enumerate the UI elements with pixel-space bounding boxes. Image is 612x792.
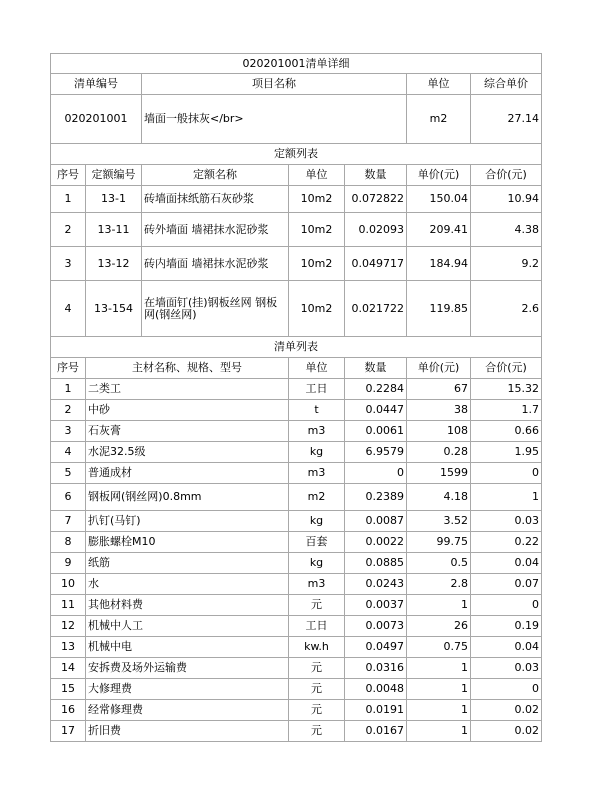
quota-header-total: 合价(元) (471, 165, 542, 186)
material-qty: 0.0243 (345, 574, 407, 595)
quota-unit: 10m2 (289, 281, 345, 337)
material-row (51, 484, 542, 511)
material-row (51, 679, 542, 700)
material-row (51, 400, 542, 421)
material-name: 中砂 (86, 400, 289, 421)
material-unit: kw.h (289, 637, 345, 658)
material-unit: 百套 (289, 532, 345, 553)
material-price: 1599 (407, 463, 471, 484)
material-row (51, 553, 542, 574)
material-name: 普通成材 (86, 463, 289, 484)
quota-unit: 10m2 (289, 247, 345, 281)
material-qty: 0.0037 (345, 595, 407, 616)
quota-name: 在墙面钉(挂)钢板丝网 钢板网(钢丝网) (142, 281, 289, 337)
material-name: 石灰膏 (86, 421, 289, 442)
quota-code: 13-12 (86, 247, 142, 281)
material-qty: 0.0497 (345, 637, 407, 658)
material-name: 扒钉(马钉) (86, 511, 289, 532)
quota-price: 150.04 (407, 186, 471, 213)
list-header-unit: 单位 (407, 74, 471, 95)
material-no: 16 (51, 700, 86, 721)
material-qty: 0 (345, 463, 407, 484)
material-qty: 0.2389 (345, 484, 407, 511)
material-unit: 元 (289, 658, 345, 679)
quota-code: 13-1 (86, 186, 142, 213)
material-price: 26 (407, 616, 471, 637)
material-header-unit: 单位 (289, 358, 345, 379)
material-no: 8 (51, 532, 86, 553)
material-qty: 6.9579 (345, 442, 407, 463)
material-total: 0.19 (471, 616, 542, 637)
material-price: 2.8 (407, 574, 471, 595)
quota-qty: 0.049717 (345, 247, 407, 281)
material-no: 11 (51, 595, 86, 616)
material-unit: m2 (289, 484, 345, 511)
material-qty: 0.0167 (345, 721, 407, 742)
material-name: 大修理费 (86, 679, 289, 700)
material-total: 0.02 (471, 700, 542, 721)
quota-no: 3 (51, 247, 86, 281)
list-header-name: 项目名称 (142, 74, 407, 95)
quota-name: 砖内墙面 墙裙抹水泥砂浆 (142, 247, 289, 281)
quota-price: 209.41 (407, 213, 471, 247)
quota-name: 砖墙面抹纸筋石灰砂浆 (142, 186, 289, 213)
material-name: 机械中电 (86, 637, 289, 658)
material-price: 1 (407, 595, 471, 616)
material-unit: kg (289, 442, 345, 463)
quota-header-code: 定额编号 (86, 165, 142, 186)
quota-row (51, 186, 542, 213)
material-total: 0 (471, 595, 542, 616)
list-header-code: 清单编号 (51, 74, 142, 95)
material-total: 0.03 (471, 658, 542, 679)
material-name: 二类工 (86, 379, 289, 400)
material-row (51, 379, 542, 400)
quota-row (51, 281, 542, 337)
quota-row (51, 213, 542, 247)
quota-total: 9.2 (471, 247, 542, 281)
material-price: 4.18 (407, 484, 471, 511)
material-row (51, 658, 542, 679)
material-header-qty: 数量 (345, 358, 407, 379)
material-section-title: 清单列表 (51, 337, 542, 358)
material-no: 17 (51, 721, 86, 742)
material-no: 5 (51, 463, 86, 484)
quota-total: 4.38 (471, 213, 542, 247)
material-name: 水 (86, 574, 289, 595)
material-total: 15.32 (471, 379, 542, 400)
material-unit: 工日 (289, 616, 345, 637)
table-title: 020201001清单详细 (51, 54, 542, 74)
material-price: 67 (407, 379, 471, 400)
material-no: 14 (51, 658, 86, 679)
material-unit: t (289, 400, 345, 421)
quota-qty: 0.02093 (345, 213, 407, 247)
quota-header-unit: 单位 (289, 165, 345, 186)
material-total: 0.04 (471, 637, 542, 658)
material-row (51, 463, 542, 484)
material-price: 99.75 (407, 532, 471, 553)
material-no: 3 (51, 421, 86, 442)
list-header-price: 综合单价 (471, 74, 542, 95)
quota-price: 184.94 (407, 247, 471, 281)
material-name: 机械中人工 (86, 616, 289, 637)
material-header-name: 主材名称、规格、型号 (86, 358, 289, 379)
quota-no: 4 (51, 281, 86, 337)
material-unit: 元 (289, 700, 345, 721)
list-item-row (51, 95, 542, 144)
material-unit: 工日 (289, 379, 345, 400)
material-no: 12 (51, 616, 86, 637)
material-no: 7 (51, 511, 86, 532)
material-name: 纸筋 (86, 553, 289, 574)
material-name: 折旧费 (86, 721, 289, 742)
list-item-unit: m2 (407, 95, 471, 144)
material-total: 0.22 (471, 532, 542, 553)
material-unit: m3 (289, 463, 345, 484)
material-total: 0.03 (471, 511, 542, 532)
material-qty: 0.2284 (345, 379, 407, 400)
material-price: 1 (407, 721, 471, 742)
list-item-name: 墙面一般抹灰</br> (142, 95, 407, 144)
material-row (51, 442, 542, 463)
material-unit: 元 (289, 679, 345, 700)
quota-no: 1 (51, 186, 86, 213)
quota-qty: 0.072822 (345, 186, 407, 213)
material-price: 3.52 (407, 511, 471, 532)
material-qty: 0.0316 (345, 658, 407, 679)
material-total: 1.95 (471, 442, 542, 463)
material-row (51, 532, 542, 553)
material-row (51, 721, 542, 742)
quota-qty: 0.021722 (345, 281, 407, 337)
material-price: 1 (407, 700, 471, 721)
list-header-row (51, 74, 542, 95)
material-no: 1 (51, 379, 86, 400)
quota-header-no: 序号 (51, 165, 86, 186)
material-no: 2 (51, 400, 86, 421)
material-price: 38 (407, 400, 471, 421)
quota-unit: 10m2 (289, 186, 345, 213)
material-name: 膨胀螺栓M10 (86, 532, 289, 553)
list-item-code: 020201001 (51, 95, 142, 144)
material-unit: kg (289, 553, 345, 574)
material-title-row (51, 337, 542, 358)
quota-row (51, 247, 542, 281)
material-total: 0.02 (471, 721, 542, 742)
material-row (51, 421, 542, 442)
material-name: 经常修理费 (86, 700, 289, 721)
material-row (51, 616, 542, 637)
quota-section-title: 定额列表 (51, 144, 542, 165)
material-name: 安拆费及场外运输费 (86, 658, 289, 679)
quota-title-row (51, 144, 542, 165)
material-no: 10 (51, 574, 86, 595)
material-qty: 0.0048 (345, 679, 407, 700)
material-no: 6 (51, 484, 86, 511)
material-unit: 元 (289, 595, 345, 616)
quota-code: 13-154 (86, 281, 142, 337)
material-qty: 0.0061 (345, 421, 407, 442)
material-no: 15 (51, 679, 86, 700)
material-row (51, 574, 542, 595)
material-name: 其他材料费 (86, 595, 289, 616)
material-total: 1 (471, 484, 542, 511)
quota-name: 砖外墙面 墙裙抹水泥砂浆 (142, 213, 289, 247)
material-header-row (51, 358, 542, 379)
material-unit: m3 (289, 574, 345, 595)
material-total: 0.07 (471, 574, 542, 595)
material-name: 钢板网(钢丝网)0.8mm (86, 484, 289, 511)
material-price: 0.5 (407, 553, 471, 574)
material-header-price: 单价(元) (407, 358, 471, 379)
material-no: 9 (51, 553, 86, 574)
quota-code: 13-11 (86, 213, 142, 247)
quota-header-row (51, 165, 542, 186)
material-unit: m3 (289, 421, 345, 442)
quota-unit: 10m2 (289, 213, 345, 247)
material-name: 水泥32.5级 (86, 442, 289, 463)
quota-price: 119.85 (407, 281, 471, 337)
material-unit: kg (289, 511, 345, 532)
material-total: 0 (471, 463, 542, 484)
quota-no: 2 (51, 213, 86, 247)
quota-total: 10.94 (471, 186, 542, 213)
material-no: 13 (51, 637, 86, 658)
material-row (51, 511, 542, 532)
material-qty: 0.0073 (345, 616, 407, 637)
material-price: 0.28 (407, 442, 471, 463)
title-row (51, 54, 542, 74)
material-qty: 0.0087 (345, 511, 407, 532)
material-header-no: 序号 (51, 358, 86, 379)
material-row (51, 637, 542, 658)
quota-header-name: 定额名称 (142, 165, 289, 186)
material-total: 0.66 (471, 421, 542, 442)
list-item-price: 27.14 (471, 95, 542, 144)
material-qty: 0.0885 (345, 553, 407, 574)
bill-detail-table (50, 53, 542, 742)
material-unit: 元 (289, 721, 345, 742)
material-row (51, 595, 542, 616)
material-total: 1.7 (471, 400, 542, 421)
material-price: 0.75 (407, 637, 471, 658)
material-header-total: 合价(元) (471, 358, 542, 379)
material-price: 108 (407, 421, 471, 442)
material-no: 4 (51, 442, 86, 463)
quota-total: 2.6 (471, 281, 542, 337)
material-price: 1 (407, 658, 471, 679)
material-qty: 0.0022 (345, 532, 407, 553)
material-price: 1 (407, 679, 471, 700)
quota-header-qty: 数量 (345, 165, 407, 186)
material-qty: 0.0447 (345, 400, 407, 421)
material-total: 0.04 (471, 553, 542, 574)
quota-header-price: 单价(元) (407, 165, 471, 186)
material-total: 0 (471, 679, 542, 700)
material-qty: 0.0191 (345, 700, 407, 721)
material-row (51, 700, 542, 721)
